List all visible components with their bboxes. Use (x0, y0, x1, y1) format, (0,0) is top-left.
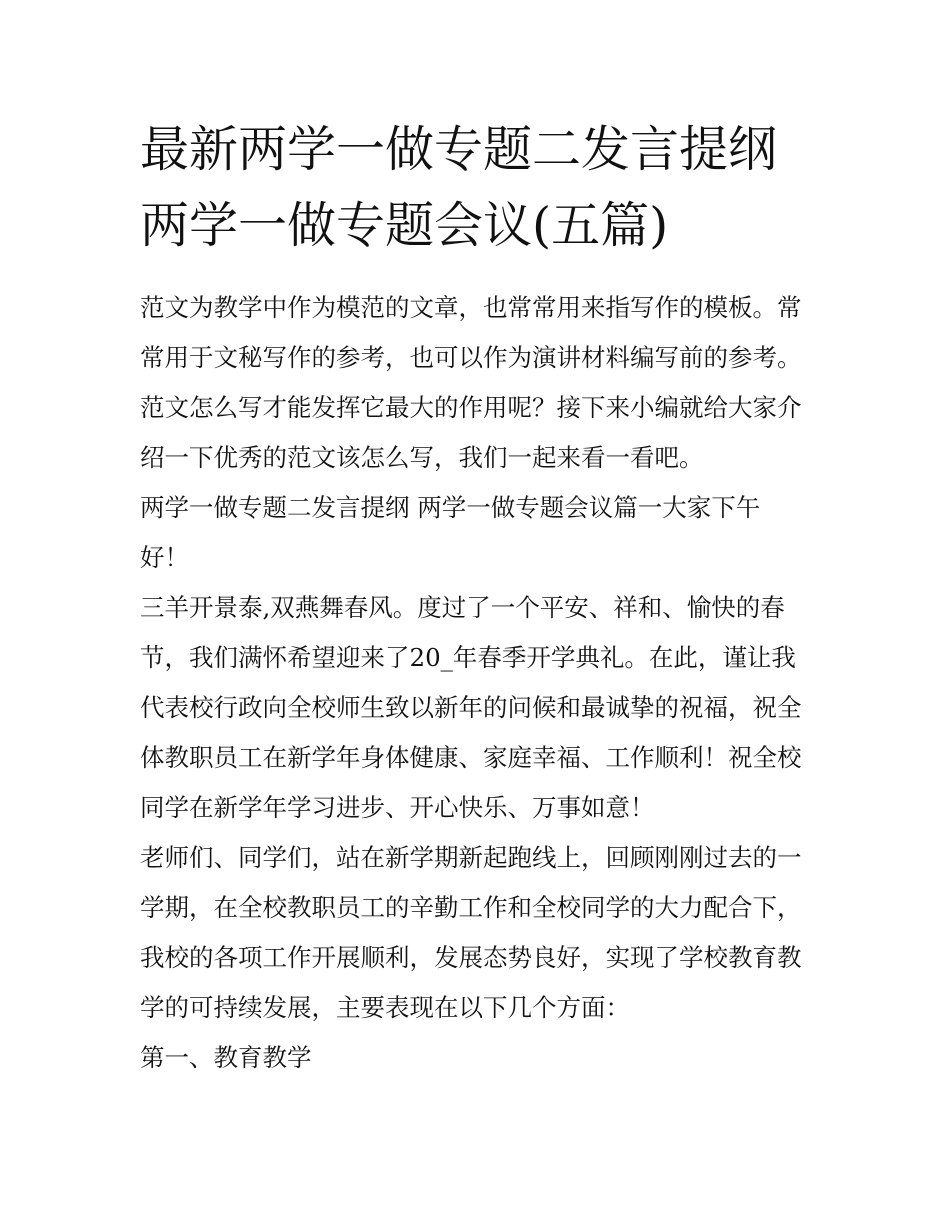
document-body (140, 283, 812, 1083)
title-line-2: 两学一做专题会议(五篇) (140, 197, 669, 254)
intro-paragraph: 范文为教学中作为模范的文章，也常常用来指写作的模板。常常用于文秘写作的参考，也可以作为演讲材料编写前的参考。范文怎么写才能发挥它最大的作用呢？接下来小编就给大家介绍一下优秀的范文该怎么写，我们一起来看一看吧。 (140, 293, 802, 472)
section-heading: 第一、教育教学 (140, 1043, 312, 1072)
review-paragraph: 老师们、同学们，站在新学期新起跑线上，回顾刚刚过去的一学期，在全校教职员工的辛勤工作和全校同学的大力配合下，我校的各项工作开展顺利，发展态势良好，实现了学校教育教学的可持续发展，主要表现在以下几个方面： (140, 843, 802, 1022)
document-title (140, 112, 812, 264)
new-year-paragraph: 三羊开景泰,双燕舞春风。度过了一个平安、祥和、愉快的春节，我们满怀希望迎来了20_年春季开学典礼。在此，谨让我代表校行政向全校师生致以新年的问候和最诚挚的祝福，祝全体教职员工在新学年身体健康、家庭幸福、工作顺利！祝全校同学在新学年学习进步、开心快乐、万事如意！ (140, 593, 802, 822)
document-page (140, 112, 812, 1083)
title-line-1: 最新两学一做专题二发言提纲 (140, 121, 778, 178)
greeting-paragraph: 两学一做专题二发言提纲 两学一做专题会议篇一大家下午好！ (140, 493, 761, 572)
